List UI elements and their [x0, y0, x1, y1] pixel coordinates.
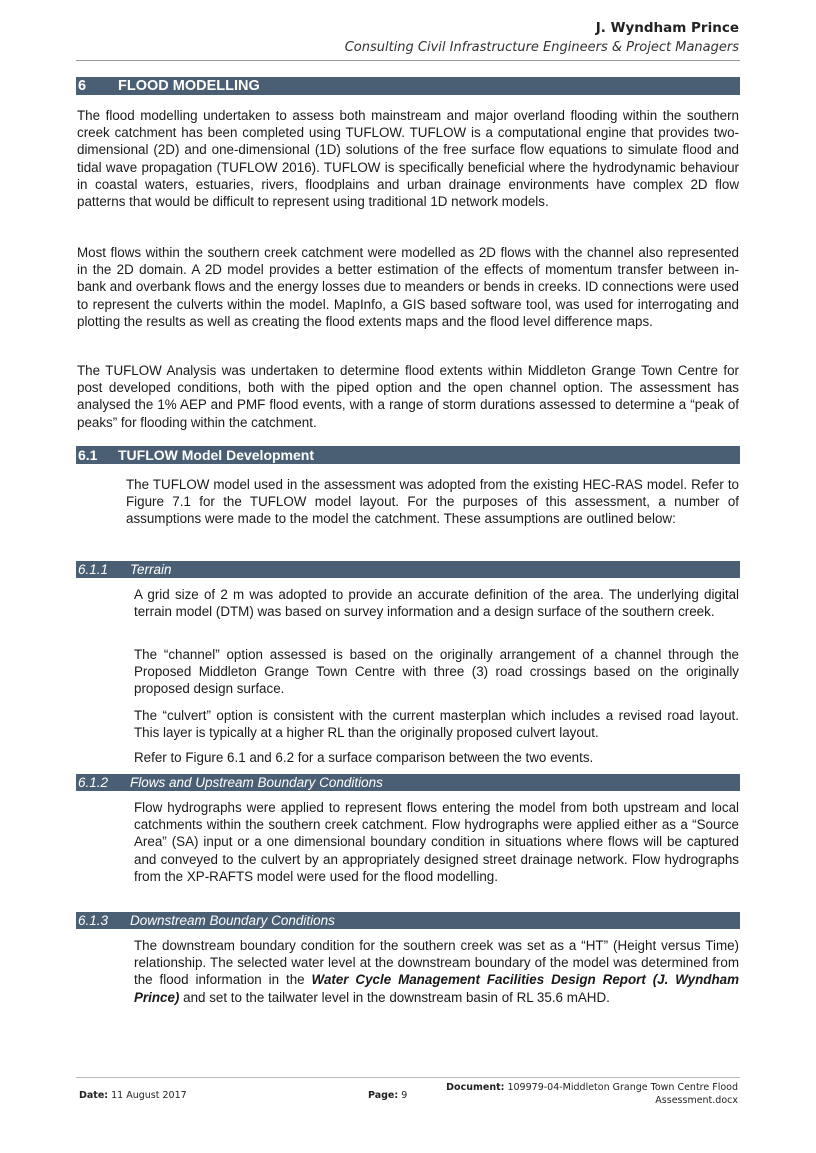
- section-number: 6.1: [78, 447, 98, 463]
- section-title: FLOOD MODELLING: [118, 78, 260, 94]
- downstream-text-part1: The downstream boundary condition for the southern creek was set as a “HT” (Height versus Time) relationship. The selected water level at the downstream boundary of the model was determined from the flood information in the: [134, 938, 739, 988]
- section-6-1-3-heading: [76, 912, 740, 929]
- downstream-text-part2: and set to the tailwater level in the downstream basin of RL 35.6 mAHD.: [179, 989, 610, 1005]
- section-title: TUFLOW Model Development: [118, 447, 314, 463]
- footer-document-name-line1: 109979-04-Middleton Grange Town Centre Flood: [507, 1082, 738, 1093]
- section-number: 6.1.3: [78, 913, 109, 928]
- section-number: 6.1.1: [78, 562, 109, 577]
- section-6-paragraph-2: Most flows within the southern creek catchment were modelled as 2D flows with the channel also represented in the 2D domain. A 2D model provides a better estimation of the effects of momentum transfer between in-bank and overbank flows and the energy losses due to meanders or bends in creeks. ID connections were used to represent the culverts within the model. MapInfo, a GIS based software tool, was used for interrogating and plotting the results as well as creating the flood extents maps and the flood level difference maps.: [77, 245, 739, 329]
- footer-document-label: Document:: [446, 1082, 505, 1093]
- section-6-1-paragraph: The TUFLOW model used in the assessment was adopted from the existing HEC-RAS model. Refer to Figure 7.1 for the TUFLOW model layout. For the purposes of this assessment, a number of assumptions were made to the model the catchment. These assumptions are outlined below:: [126, 477, 739, 527]
- terrain-paragraph-3: The “culvert” option is consistent with the current masterplan which includes a revised road layout. This layer is typically at a higher RL than the originally proposed culvert layout.: [134, 708, 739, 741]
- report-reference: Water Cycle Management Facilities Design Report (J. Wyndham Prince): [134, 972, 740, 1005]
- section-6-heading: [76, 77, 740, 95]
- footer-page: [368, 1090, 407, 1101]
- section-6-1-1-heading: [76, 561, 740, 578]
- terrain-paragraph-1: A grid size of 2 m was adopted to provide an accurate definition of the area. The underlying digital terrain model (DTM) was based on survey information and a design surface of the southern creek.: [134, 587, 739, 620]
- section-title: Flows and Upstream Boundary Conditions: [130, 775, 383, 790]
- footer-page-label: Page:: [368, 1090, 399, 1101]
- header-tagline: Consulting Civil Infrastructure Engineers & Project Managers: [344, 40, 739, 55]
- footer-document: [446, 1081, 738, 1107]
- terrain-paragraph-2: The “channel” option assessed is based on the originally arrangement of a channel through the Proposed Middleton Grange Town Centre with three (3) road crossings based on the originally proposed design surface.: [134, 647, 739, 697]
- downstream-paragraph: [134, 937, 739, 1006]
- section-6-paragraph-1: The flood modelling undertaken to assess both mainstream and major overland flooding within the southern creek catchment has been completed using TUFLOW. TUFLOW is a computational engine that provides two-dimensional (2D) and one-dimensional (1D) solutions of the free surface flow equations to simulate flood and tidal wave propagation (TUFLOW 2016). TUFLOW is specifically beneficial where the hydrodynamic behaviour in coastal waters, estuaries, rivers, floodplains and urban drainage environments have complex 2D flow patterns that would be difficult to represent using traditional 1D network models.: [77, 108, 739, 210]
- header-company-name: J. Wyndham Prince: [595, 20, 739, 36]
- footer-date: [79, 1090, 187, 1101]
- section-title: Terrain: [130, 562, 172, 577]
- section-6-1-2-heading: [76, 774, 740, 791]
- footer-page-number: 9: [401, 1090, 408, 1101]
- section-number: 6: [78, 78, 87, 94]
- footer-date-label: Date:: [79, 1090, 109, 1101]
- section-6-paragraph-3: The TUFLOW Analysis was undertaken to determine flood extents within Middleton Grange Town Centre for post developed conditions, both with the piped option and the open channel option. The assessment has analysed the 1% AEP and PMF flood events, with a range of storm durations assessed to determine a “peak of peaks” for flooding within the catchment.: [77, 363, 739, 430]
- footer-date-value: 11 August 2017: [111, 1090, 187, 1101]
- footer-divider: [76, 1077, 740, 1078]
- section-number: 6.1.2: [78, 775, 109, 790]
- section-6-1-heading: [76, 446, 740, 464]
- section-title: Downstream Boundary Conditions: [130, 913, 335, 928]
- terrain-paragraph-4: Refer to Figure 6.1 and 6.2 for a surface comparison between the two events.: [134, 750, 594, 765]
- footer-document-name-line2: Assessment.docx: [655, 1095, 738, 1106]
- flows-paragraph: Flow hydrographs were applied to represent flows entering the model from both upstream and local catchments within the southern creek catchment. Flow hydrographs were applied either as a “Source Area” (SA) input or a one dimensional boundary condition in situations where flows will be captured and conveyed to the culvert by an appropriately designed street drainage network. Flow hydrographs from the XP-RAFTS model were used for the flood modelling.: [134, 800, 739, 884]
- header-divider: [76, 60, 740, 61]
